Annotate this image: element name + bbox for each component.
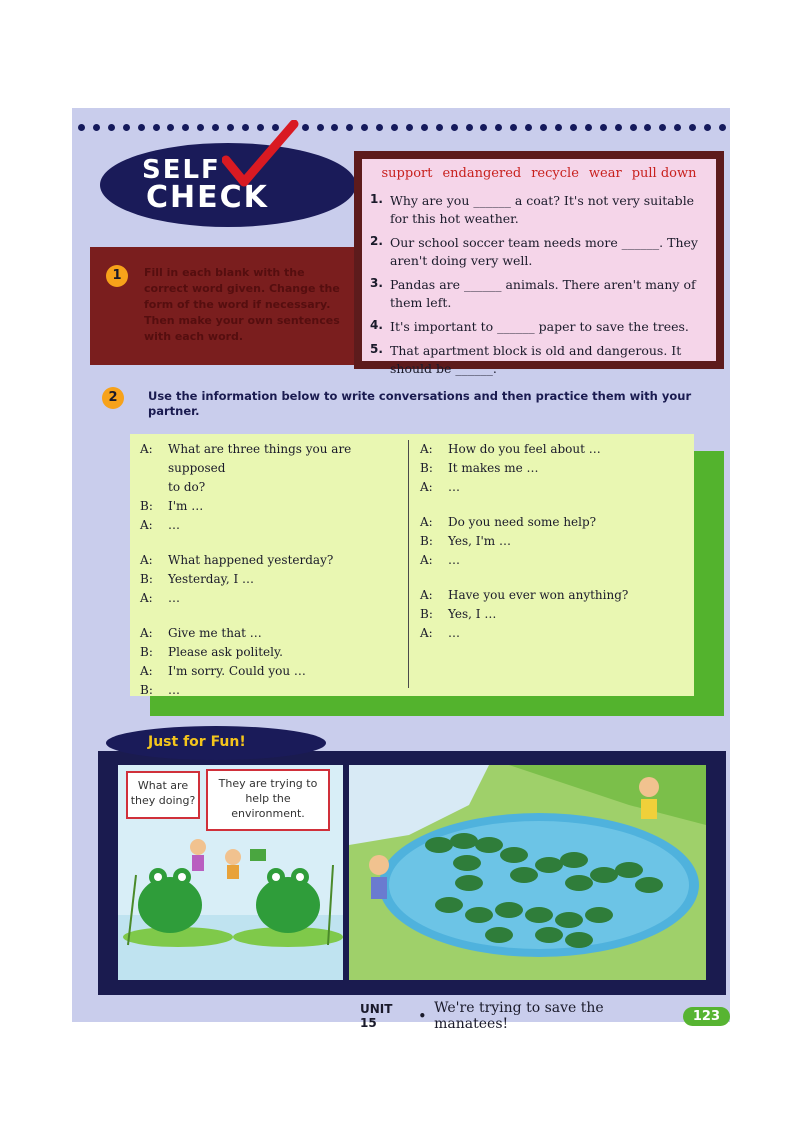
conversation-text: Please ask politely. bbox=[168, 645, 283, 659]
item-number: 2. bbox=[370, 234, 383, 248]
border-dot bbox=[153, 124, 160, 131]
border-dot bbox=[302, 124, 309, 131]
word-bank-item: wear bbox=[588, 166, 622, 181]
border-dot bbox=[570, 124, 577, 131]
conversation-text: … bbox=[448, 626, 460, 640]
border-dot bbox=[719, 124, 726, 131]
cartoon-panel-frogs bbox=[118, 765, 343, 980]
conversation-text: Yes, I'm … bbox=[448, 534, 511, 548]
conversation-text: … bbox=[448, 553, 460, 567]
border-dot bbox=[108, 124, 115, 131]
conversation-text: Give me that … bbox=[168, 626, 262, 640]
conversation-line bbox=[420, 551, 678, 570]
speaker-label bbox=[140, 478, 168, 497]
word-bank-item: support bbox=[381, 166, 433, 181]
item-text: Our school soccer team needs more ______. They aren't doing very well. bbox=[390, 235, 698, 268]
border-dot bbox=[78, 124, 85, 131]
border-dot bbox=[674, 124, 681, 131]
exercise1-box bbox=[354, 151, 724, 376]
exercise1-items bbox=[370, 192, 710, 384]
border-dot bbox=[123, 124, 130, 131]
textbook-page bbox=[72, 108, 730, 1032]
speaker-label: A: bbox=[420, 553, 433, 567]
conversation-text: to do? bbox=[168, 480, 206, 494]
exercise-item bbox=[370, 318, 710, 336]
word-bank-item: pull down bbox=[631, 166, 697, 181]
border-dot bbox=[346, 124, 353, 131]
column-divider bbox=[408, 440, 409, 688]
speaker-label: A: bbox=[140, 664, 153, 678]
border-dot bbox=[212, 124, 219, 131]
conversation-line bbox=[140, 497, 398, 516]
conversation-gap bbox=[420, 497, 678, 513]
item-number: 3. bbox=[370, 276, 383, 290]
exercise1-inner bbox=[362, 159, 716, 376]
border-dot bbox=[480, 124, 487, 131]
lake-illustration bbox=[349, 765, 706, 980]
border-dot bbox=[466, 124, 473, 131]
border-dot bbox=[615, 124, 622, 131]
speech-bubble-answer bbox=[206, 769, 330, 831]
exercise-item bbox=[370, 192, 710, 228]
conversation-line bbox=[420, 440, 678, 459]
word-bank-item: recycle bbox=[531, 166, 579, 181]
conversation-line bbox=[140, 570, 398, 589]
badge-word-check: CHECK bbox=[146, 180, 269, 215]
conversation-text: I'm sorry. Could you … bbox=[168, 664, 306, 678]
conversation-text: What are three things you are supposed bbox=[168, 442, 352, 475]
item-number: 5. bbox=[370, 342, 383, 356]
border-dot bbox=[510, 124, 517, 131]
speaker-label: B: bbox=[420, 534, 433, 548]
conversation-text: … bbox=[168, 683, 180, 697]
border-dot bbox=[644, 124, 651, 131]
border-dot bbox=[704, 124, 711, 131]
conversation-line bbox=[140, 551, 398, 570]
speaker-label: A: bbox=[140, 626, 153, 640]
conversation-text: … bbox=[448, 480, 460, 494]
section1-instruction: Fill in each blank with the correct word given. Change the form of the word if necessary. Then make your own sentences with each word. bbox=[144, 266, 340, 343]
unit-label: UNIT 15 bbox=[360, 1002, 393, 1030]
conversation-text: … bbox=[168, 518, 180, 532]
conversation-line bbox=[420, 513, 678, 532]
conversation-text: … bbox=[168, 591, 180, 605]
section1-instruction-panel bbox=[90, 247, 360, 365]
border-dot bbox=[406, 124, 413, 131]
item-text: Pandas are ______ animals. There aren't many of them left. bbox=[390, 277, 696, 310]
page-number: 123 bbox=[683, 1007, 730, 1026]
just-for-fun-title: Just for Fun! bbox=[148, 734, 246, 750]
conversation-gap bbox=[140, 608, 398, 624]
border-dot bbox=[630, 124, 637, 131]
speaker-label: A: bbox=[140, 553, 153, 567]
conversation-line bbox=[140, 643, 398, 662]
red-checkmark-icon bbox=[222, 120, 302, 190]
conversation-text: Yes, I … bbox=[448, 607, 497, 621]
conversation-line bbox=[420, 605, 678, 624]
bubble-answer-text: They are trying to help the environment. bbox=[218, 777, 318, 820]
border-dot bbox=[421, 124, 428, 131]
border-dot bbox=[182, 124, 189, 131]
section2-number: 2 bbox=[102, 387, 124, 409]
conversation-text: How do you feel about … bbox=[448, 442, 601, 456]
badge-word-self: SELF bbox=[142, 155, 221, 185]
exercise-item bbox=[370, 276, 710, 312]
conversation-line bbox=[140, 478, 398, 497]
speaker-label: A: bbox=[420, 480, 433, 494]
conversation-line bbox=[140, 624, 398, 643]
conversation-line bbox=[140, 440, 398, 478]
conversation-gap bbox=[420, 570, 678, 586]
conversation-text: I'm … bbox=[168, 499, 204, 513]
border-dot bbox=[317, 124, 324, 131]
speaker-label: B: bbox=[140, 683, 153, 697]
border-dot bbox=[659, 124, 666, 131]
cartoon-box bbox=[98, 751, 726, 995]
border-dot bbox=[436, 124, 443, 131]
speaker-label: A: bbox=[420, 442, 433, 456]
exercise-item bbox=[370, 342, 710, 378]
conversation-line bbox=[420, 586, 678, 605]
exercise-item bbox=[370, 234, 710, 270]
speaker-label: A: bbox=[420, 588, 433, 602]
section2-instruction: Use the information below to write conversations and then practice them with your partner. bbox=[148, 389, 692, 418]
cartoon-panel-lake bbox=[349, 765, 706, 980]
conversation-line bbox=[420, 478, 678, 497]
conversation-text: Do you need some help? bbox=[448, 515, 597, 529]
unit-title: We're trying to save the manatees! bbox=[434, 1000, 604, 1032]
bubble-question-text: What are they doing? bbox=[130, 779, 196, 807]
border-dot bbox=[555, 124, 562, 131]
word-bank-item: endangered bbox=[442, 166, 522, 181]
conversation-right-column bbox=[420, 440, 678, 643]
conversation-line bbox=[140, 681, 398, 700]
border-dot bbox=[585, 124, 592, 131]
border-dot bbox=[451, 124, 458, 131]
border-dot bbox=[540, 124, 547, 131]
footer-bullet: • bbox=[418, 1009, 427, 1023]
speaker-label: B: bbox=[140, 645, 153, 659]
dot-border bbox=[78, 124, 726, 136]
conversation-line bbox=[140, 589, 398, 608]
conversation-left-column bbox=[140, 440, 398, 700]
word-bank bbox=[362, 166, 716, 181]
speech-bubble-question bbox=[126, 771, 200, 819]
conversation-line bbox=[420, 532, 678, 551]
speaker-label: A: bbox=[420, 515, 433, 529]
border-dot bbox=[495, 124, 502, 131]
border-dot bbox=[93, 124, 100, 131]
page-footer bbox=[360, 1000, 730, 1032]
border-dot bbox=[391, 124, 398, 131]
conversation-line bbox=[140, 516, 398, 535]
speaker-label: A: bbox=[140, 442, 153, 456]
conversation-text: What happened yesterday? bbox=[168, 553, 334, 567]
speaker-label: B: bbox=[140, 499, 153, 513]
item-text: That apartment block is old and dangerous. It should be ______. bbox=[390, 343, 682, 376]
speaker-label: A: bbox=[420, 626, 433, 640]
conversation-line bbox=[420, 624, 678, 643]
speaker-label: B: bbox=[140, 572, 153, 586]
just-for-fun-banner bbox=[106, 726, 326, 760]
conversation-gap bbox=[140, 535, 398, 551]
section1-number: 1 bbox=[106, 265, 128, 287]
item-number: 4. bbox=[370, 318, 383, 332]
speaker-label: A: bbox=[140, 518, 153, 532]
border-dot bbox=[600, 124, 607, 131]
border-dot bbox=[167, 124, 174, 131]
conversation-text: Have you ever won anything? bbox=[448, 588, 629, 602]
border-dot bbox=[138, 124, 145, 131]
speaker-label: B: bbox=[420, 461, 433, 475]
item-number: 1. bbox=[370, 192, 383, 206]
conversation-text: It makes me … bbox=[448, 461, 539, 475]
speaker-label: A: bbox=[140, 591, 153, 605]
conversation-text: Yesterday, I … bbox=[168, 572, 255, 586]
border-dot bbox=[197, 124, 204, 131]
conversation-line bbox=[420, 459, 678, 478]
border-dot bbox=[361, 124, 368, 131]
border-dot bbox=[525, 124, 532, 131]
conversation-box bbox=[130, 434, 694, 696]
border-dot bbox=[689, 124, 696, 131]
conversation-line bbox=[140, 662, 398, 681]
border-dot bbox=[376, 124, 383, 131]
item-text: It's important to ______ paper to save the trees. bbox=[390, 319, 689, 334]
border-dot bbox=[331, 124, 338, 131]
item-text: Why are you ______ a coat? It's not very suitable for this hot weather. bbox=[390, 193, 695, 226]
speaker-label: B: bbox=[420, 607, 433, 621]
